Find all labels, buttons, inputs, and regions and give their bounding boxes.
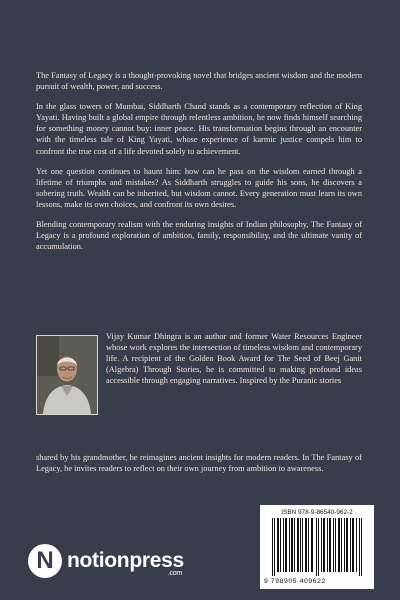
author-bio-tail-text: shared by his grandmother, he reimagines ancient insights for modern readers. In The Fantasy of Legacy, he invites readers to reflect on their own journey from ambition to awareness.: [36, 453, 362, 474]
book-blurb: [36, 70, 362, 261]
publisher-tld: .com: [167, 570, 182, 577]
author-bio-continued: [36, 452, 362, 474]
publisher-name-text: notionpress: [67, 549, 184, 572]
notionpress-logo-icon: [28, 544, 62, 578]
isbn-label: ISBN 978-9-86540-962-2: [281, 509, 353, 516]
blurb-paragraph: Blending contemporary realism with the enduring insights of Indian philosophy, The Fantasy of Legacy is a profound exploration of ambition, family, responsibility, and the ultimate vanity of accumulation.: [36, 220, 362, 252]
isbn-barcode: [260, 505, 374, 589]
barcode-bars-icon: [272, 518, 364, 576]
author-photo: [36, 335, 98, 415]
publisher-logo: [28, 541, 184, 581]
author-bio: [106, 331, 362, 386]
barcode-digits: 9 798905 409622: [264, 578, 326, 585]
blurb-paragraph: Yet one question continues to haunt him: how can he pass on the wisdom earned through a lifetime of triumphs and mistakes? As Siddharth struggles to guide his sons, he discovers a sobering truth. Wealth can be inherited, but wisdom cannot. Every generation must learn its own lessons, make its own choices, and confront its own desires.: [36, 166, 362, 209]
logo-letter: N: [36, 547, 54, 574]
blurb-paragraph: In the glass towers of Mumbai, Siddharth Chand stands as a contemporary reflection of King Yayati. Having built a global empire through relentless ambition, he now finds himself searching for something money cannot buy: inner peace. His transformation begins through an encounter with the timeless tale of King Yayati, whose experience of karmic justice compels him to confront the true cost of a life devoted solely to achievement.: [36, 102, 362, 156]
blurb-paragraph: The Fantasy of Legacy is a thought-provoking novel that bridges ancient wisdom and the modern pursuit of wealth, power, and success.: [36, 71, 362, 92]
publisher-name: [67, 549, 184, 577]
author-bio-text: Vijay Kumar Dhingra is an author and former Water Resources Engineer whose work explores the intersection of timeless wisdom and contemporary life. A recipient of the Golden Book Award for The Seed of Beej Ganit (Algebra) Through Stories, he is committed to making profound ideas accessible through engaging narratives. Inspired by the Puranic stories: [106, 332, 362, 386]
